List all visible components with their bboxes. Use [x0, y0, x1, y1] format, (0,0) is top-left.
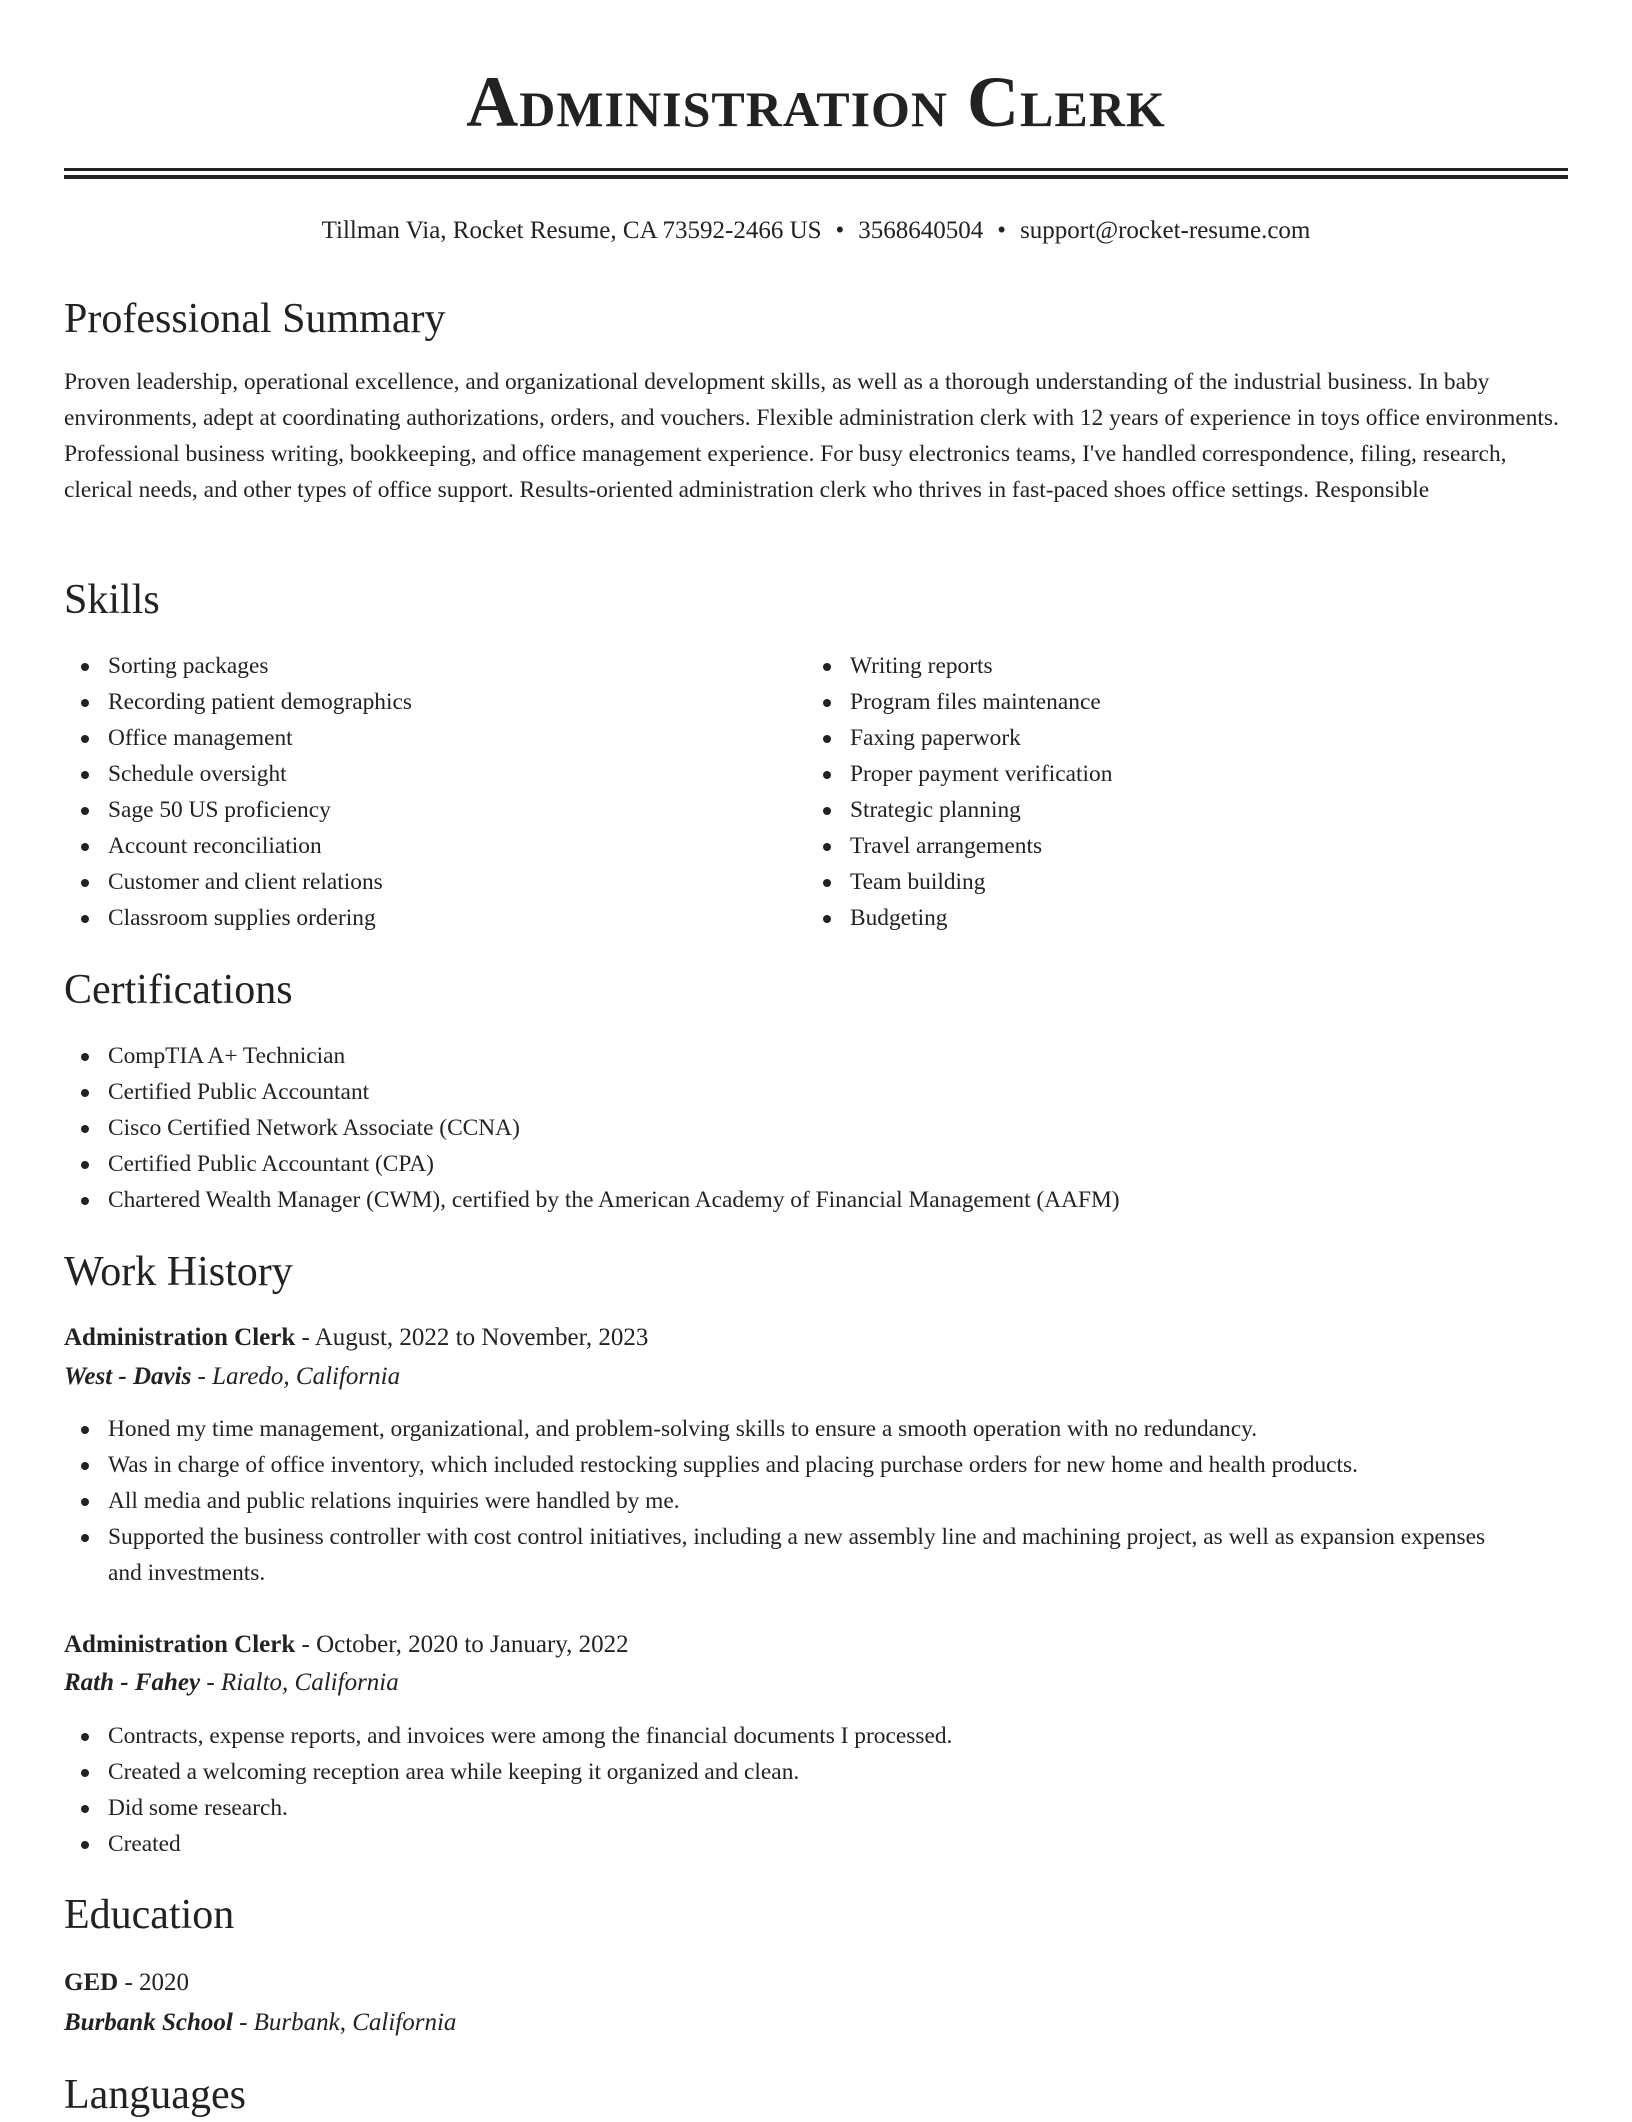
skill-item: Strategic planning — [806, 792, 1506, 828]
education-school-line — [64, 2004, 456, 2042]
job-dates: - October, 2020 to January, 2022 — [295, 1631, 629, 1658]
education-heading: Education — [64, 1892, 235, 1938]
job-bullets — [64, 1411, 1494, 1591]
job-bullets — [64, 1718, 1494, 1862]
contact-phone: 3568640504 — [858, 217, 984, 244]
education-degree-line — [64, 1964, 189, 2002]
certification-item: Cisco Certified Network Associate (CCNA) — [64, 1110, 1568, 1146]
certification-item: Certified Public Accountant — [64, 1074, 1568, 1110]
job-bullet: Did some research. — [64, 1790, 1494, 1826]
skill-item: Customer and client relations — [64, 864, 764, 900]
skill-item: Office management — [64, 720, 764, 756]
skill-item: Writing reports — [806, 648, 1506, 684]
contact-email[interactable]: support@rocket-resume.com — [1020, 217, 1311, 244]
job-bullet: All media and public relations inquiries were handled by me. — [64, 1483, 1494, 1519]
skill-item: Program files maintenance — [806, 684, 1506, 720]
header-rule-top — [64, 168, 1568, 171]
header-rule-bottom — [64, 175, 1568, 179]
job-position: Administration Clerk — [64, 1324, 296, 1351]
education-location: - Burbank, California — [232, 2009, 457, 2036]
resume-name: Administration Clerk — [466, 62, 1166, 142]
skills-list-left — [64, 648, 764, 936]
contact-separator: • — [997, 217, 1007, 244]
job-bullet: Supported the business controller with cost control initiatives, including a new assembly line and machining project, as well as expansion expenses and investments. — [64, 1519, 1494, 1591]
contact-line — [64, 213, 1568, 249]
skill-item: Budgeting — [806, 900, 1506, 936]
certification-item: Chartered Wealth Manager (CWM), certified by the American Academy of Financial Management (AAFM) — [64, 1182, 1568, 1218]
skill-item: Travel arrangements — [806, 828, 1506, 864]
job-location: - Rialto, California — [200, 1669, 399, 1696]
skill-item: Schedule oversight — [64, 756, 764, 792]
job-employer-line — [64, 1664, 399, 1702]
job-location: - Laredo, California — [191, 1363, 401, 1390]
certifications-heading: Certifications — [64, 967, 293, 1013]
certification-item: Certified Public Accountant (CPA) — [64, 1146, 1568, 1182]
job-bullet: Created — [64, 1826, 1494, 1862]
contact-address: Tillman Via, Rocket Resume, CA 73592-2466 US — [321, 217, 822, 244]
skills-list-right — [806, 648, 1506, 936]
skill-item: Sorting packages — [64, 648, 764, 684]
education-school: Burbank School — [64, 2009, 233, 2036]
skill-item: Proper payment verification — [806, 756, 1506, 792]
summary-text: Proven leadership, operational excellence, and organizational development skills, as well as a thorough understanding of the industrial business. In baby environments, adept at coordinating authorizations, orders, and vouchers. Flexible administration clerk with 12 years of experience in toys office environments. Professional business writing, bookkeeping, and office management experience. For busy electronics teams, I've handled correspondence, filing, research, clerical needs, and other types of office support. Results-oriented administration clerk who thrives in fast-paced shoes office settings. Responsible — [64, 369, 1559, 503]
certifications-list — [64, 1038, 1568, 1218]
job-bullet: Contracts, expense reports, and invoices were among the financial documents I processed. — [64, 1718, 1494, 1754]
job-employer: West - Davis — [64, 1363, 192, 1390]
job-title-line — [64, 1626, 629, 1664]
job-bullet: Was in charge of office inventory, which included restocking supplies and placing purchase orders for new home and health products. — [64, 1447, 1494, 1483]
job-position: Administration Clerk — [64, 1631, 296, 1658]
skill-item: Faxing paperwork — [806, 720, 1506, 756]
job-employer-line — [64, 1358, 400, 1396]
skill-item: Classroom supplies ordering — [64, 900, 764, 936]
job-bullet: Created a welcoming reception area while keeping it organized and clean. — [64, 1754, 1494, 1790]
work-history-heading: Work History — [64, 1249, 293, 1295]
skill-item: Recording patient demographics — [64, 684, 764, 720]
summary-heading: Professional Summary — [64, 296, 446, 342]
education-year: - 2020 — [118, 1969, 190, 1996]
job-employer: Rath - Fahey — [64, 1669, 201, 1696]
certification-item: CompTIA A+ Technician — [64, 1038, 1568, 1074]
skill-item: Team building — [806, 864, 1506, 900]
languages-heading: Languages — [64, 2072, 246, 2118]
contact-separator: • — [835, 217, 845, 244]
skills-heading: Skills — [64, 577, 160, 623]
job-title-line — [64, 1319, 648, 1357]
education-degree: GED — [64, 1969, 119, 1996]
job-dates: - August, 2022 to November, 2023 — [295, 1324, 649, 1351]
job-bullet: Honed my time management, organizational, and problem-solving skills to ensure a smooth operation with no redundancy. — [64, 1411, 1494, 1447]
skill-item: Account reconciliation — [64, 828, 764, 864]
skill-item: Sage 50 US proficiency — [64, 792, 764, 828]
